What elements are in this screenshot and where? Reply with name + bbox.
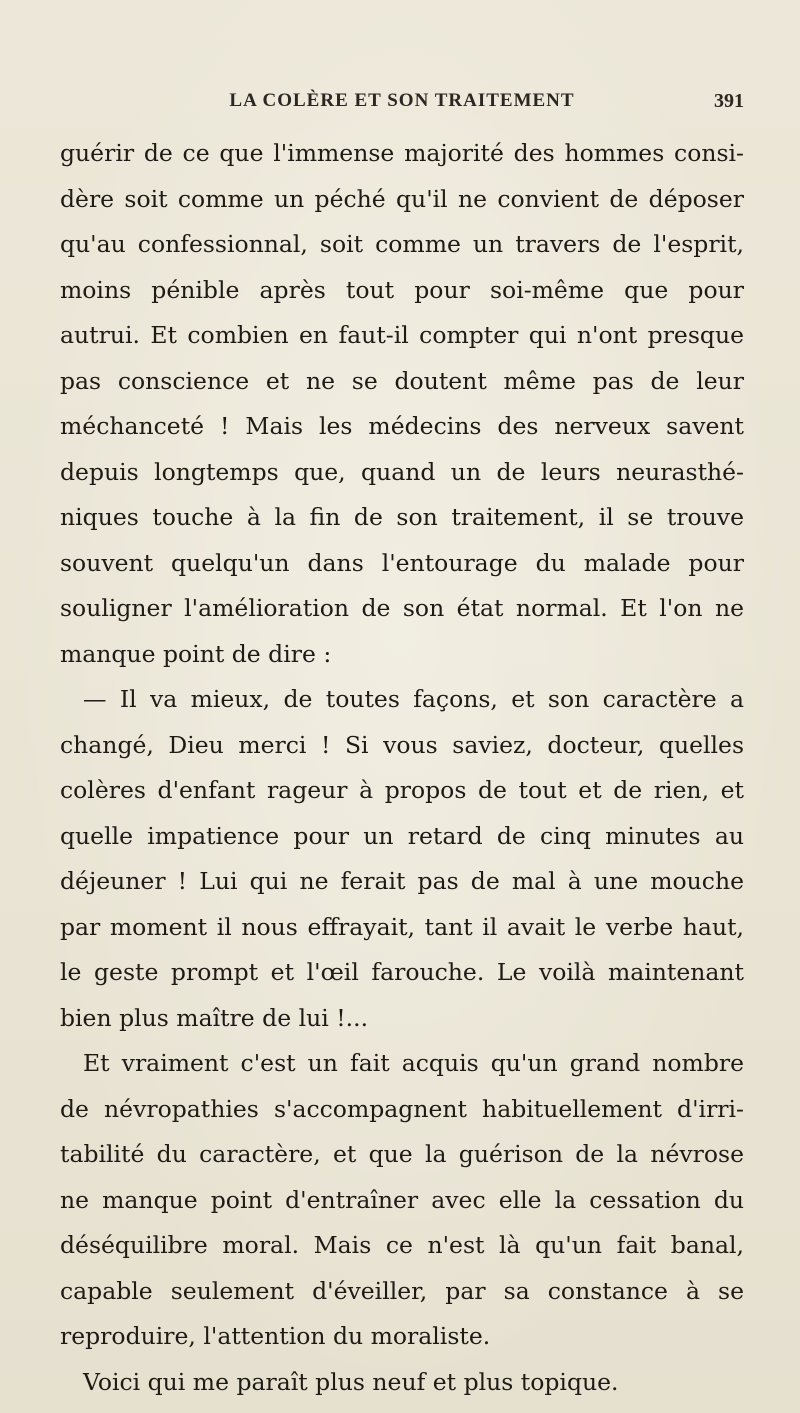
text-line: déjeuner ! Lui qui ne ferait pas de mal à une mouche	[60, 867, 744, 895]
text-line: colères d'enfant rageur à propos de tout et de rien, et	[60, 776, 744, 804]
paragraph-end-line: reproduire, l'attention du moraliste.	[60, 1322, 491, 1350]
text-line: changé, Dieu merci ! Si vous saviez, docteur, quelles	[60, 730, 744, 759]
paragraph-end-line: bien plus maître de lui !...	[60, 1003, 369, 1032]
text-line: autrui. Et combien en faut-il compter qui n'ont presque	[60, 321, 744, 349]
paragraph-start-line: Et vraiment c'est un fait acquis qu'un grand nombre	[83, 1049, 744, 1077]
text-line: de névropathies s'accompagnent habituellement d'irri-	[60, 1094, 744, 1123]
text-line: pas conscience et ne se doutent même pas de leur	[60, 366, 744, 395]
text-line: qu'au confessionnal, soit comme un travers de l'esprit,	[60, 230, 744, 258]
text-line: quelle impatience pour un retard de cinq minutes au	[60, 821, 744, 850]
text-line: moins pénible après tout pour soi-même que pour	[60, 275, 744, 304]
text-line: tabilité du caractère, et que la guérison de la névrose	[60, 1140, 744, 1168]
text-line: souligner l'amélioration de son état normal. Et l'on ne	[60, 594, 744, 622]
text-line: le geste prompt et l'œil farouche. Le voilà maintenant	[60, 958, 744, 986]
text-line: souvent quelqu'un dans l'entourage du malade pour	[60, 548, 744, 577]
text-line: guérir de ce que l'immense majorité des hommes consi-	[60, 139, 744, 167]
paragraph-end-line: manque point de dire :	[60, 639, 332, 668]
text-line: par moment il nous effrayait, tant il avait le verbe haut,	[60, 912, 744, 941]
text-line: dère soit comme un péché qu'il ne convient de déposer	[60, 184, 744, 213]
paragraph-start-line: Voici qui me paraît plus neuf et plus topique.	[83, 1367, 619, 1396]
page-number: 391	[714, 90, 744, 112]
dialogue-start-line: — Il va mieux, de toutes façons, et son caractère a	[83, 685, 744, 713]
running-title: LA COLÈRE ET SON TRAITEMENT	[229, 90, 575, 111]
body-text	[60, 131, 744, 1405]
text-line: déséquilibre moral. Mais ce n'est là qu'un fait banal,	[60, 1231, 744, 1259]
text-line: ne manque point d'entraîner avec elle la cessation du	[60, 1185, 744, 1214]
text-line: niques touche à la fin de son traitement, il se trouve	[60, 503, 744, 531]
text-line: capable seulement d'éveiller, par sa constance à se	[60, 1276, 744, 1305]
text-line: depuis longtemps que, quand un de leurs neurasthé-	[60, 457, 744, 486]
text-line: méchanceté ! Mais les médecins des nerveux savent	[60, 412, 744, 440]
running-head	[60, 90, 744, 120]
